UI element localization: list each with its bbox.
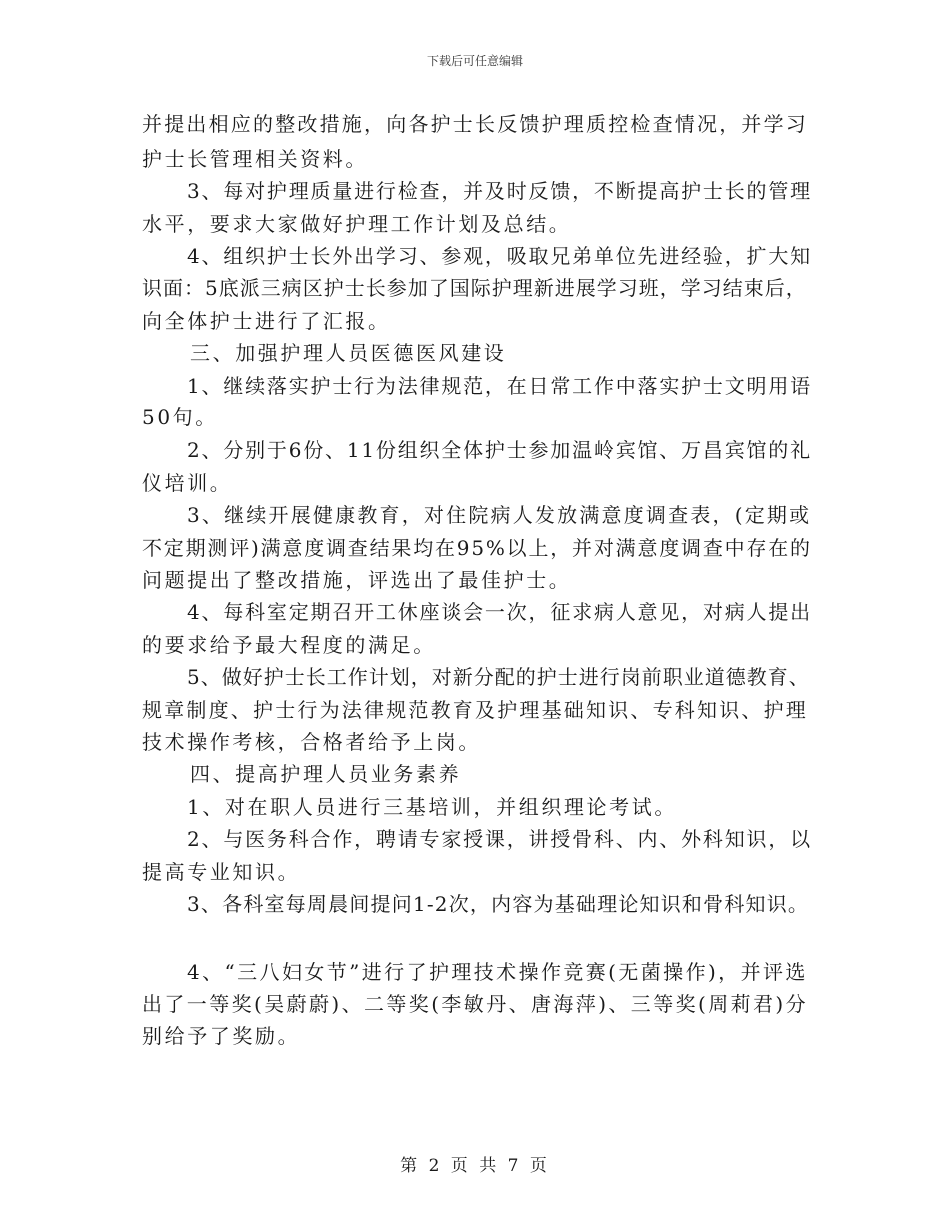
section-heading: 三、加强护理人员医德医风建设 — [190, 341, 507, 365]
body-line: 问题提出了整改措施，评选出了最佳护士。 — [142, 568, 572, 592]
body-line: 规章制度、护士行为法律规范教育及护理基础知识、专科知识、护理 — [142, 698, 808, 722]
body-line: 识面：5底派三病区护士长参加了国际护理新进展学习班，学习结束后， — [142, 276, 807, 300]
body-line: 向全体护士进行了汇报。 — [142, 309, 391, 333]
body-line: 3、继续开展健康教育，对住院病人发放满意度调查表，(定期或 — [187, 503, 812, 527]
section-heading: 四、提高护理人员业务素养 — [190, 762, 462, 786]
body-line: 不定期测评)满意度调查结果均在95%以上，并对满意度调查中存在的 — [142, 536, 812, 560]
body-line: 3、各科室每周晨间提问1-2次，内容为基础理论知识和骨科知识。 — [187, 892, 810, 916]
body-line: 4、组织护士长外出学习、参观，吸取兄弟单位先进经验，扩大知 — [187, 244, 812, 268]
body-line: 的要求给予最大程度的满足。 — [142, 633, 436, 657]
body-line: 别给予了奖励。 — [142, 1024, 301, 1048]
body-line: 技术操作考核，合格者给予上岗。 — [142, 730, 481, 754]
body-line: 并提出相应的整改措施，向各护士长反馈护理质控检查情况，并学习 — [142, 112, 808, 136]
body-line: 2、与医务科合作，聘请专家授课，讲授骨科、内、外科知识，以 — [187, 827, 812, 851]
body-line: 5、做好护士长工作计划，对新分配的护士进行岗前职业道德教育、 — [187, 665, 810, 689]
body-line: 50句。 — [142, 405, 218, 429]
body-line: 仪培训。 — [142, 471, 233, 495]
page-footer: 第 2 页 共 7 页 — [400, 1156, 550, 1176]
body-line: 水平，要求大家做好护理工作计划及总结。 — [142, 212, 572, 236]
body-line: 4、每科室定期召开工休座谈会一次，征求病人意见，对病人提出 — [187, 600, 812, 624]
page-header: 下载后可任意编辑 — [426, 54, 523, 68]
body-line: 2、分别于6份、11份组织全体护士参加温岭宾馆、万昌宾馆的礼 — [187, 438, 812, 462]
body-line: 出了一等奖(吴蔚蔚)、二等奖(李敏丹、唐海萍)、三等奖(周莉君)分 — [142, 992, 809, 1016]
body-line: 提高专业知识。 — [142, 860, 301, 884]
body-line: 4、“三八妇女节”进行了护理技术操作竞赛(无菌操作)，并评选 — [187, 960, 808, 984]
body-line: 1、继续落实护士行为法律规范，在日常工作中落实护士文明用语 — [187, 374, 812, 398]
body-line: 3、每对护理质量进行检查，并及时反馈，不断提高护士长的管理 — [187, 179, 812, 203]
body-line: 护士长管理相关资料。 — [142, 147, 368, 171]
body-line: 1、对在职人员进行三基培训，并组织理论考试。 — [187, 795, 677, 819]
